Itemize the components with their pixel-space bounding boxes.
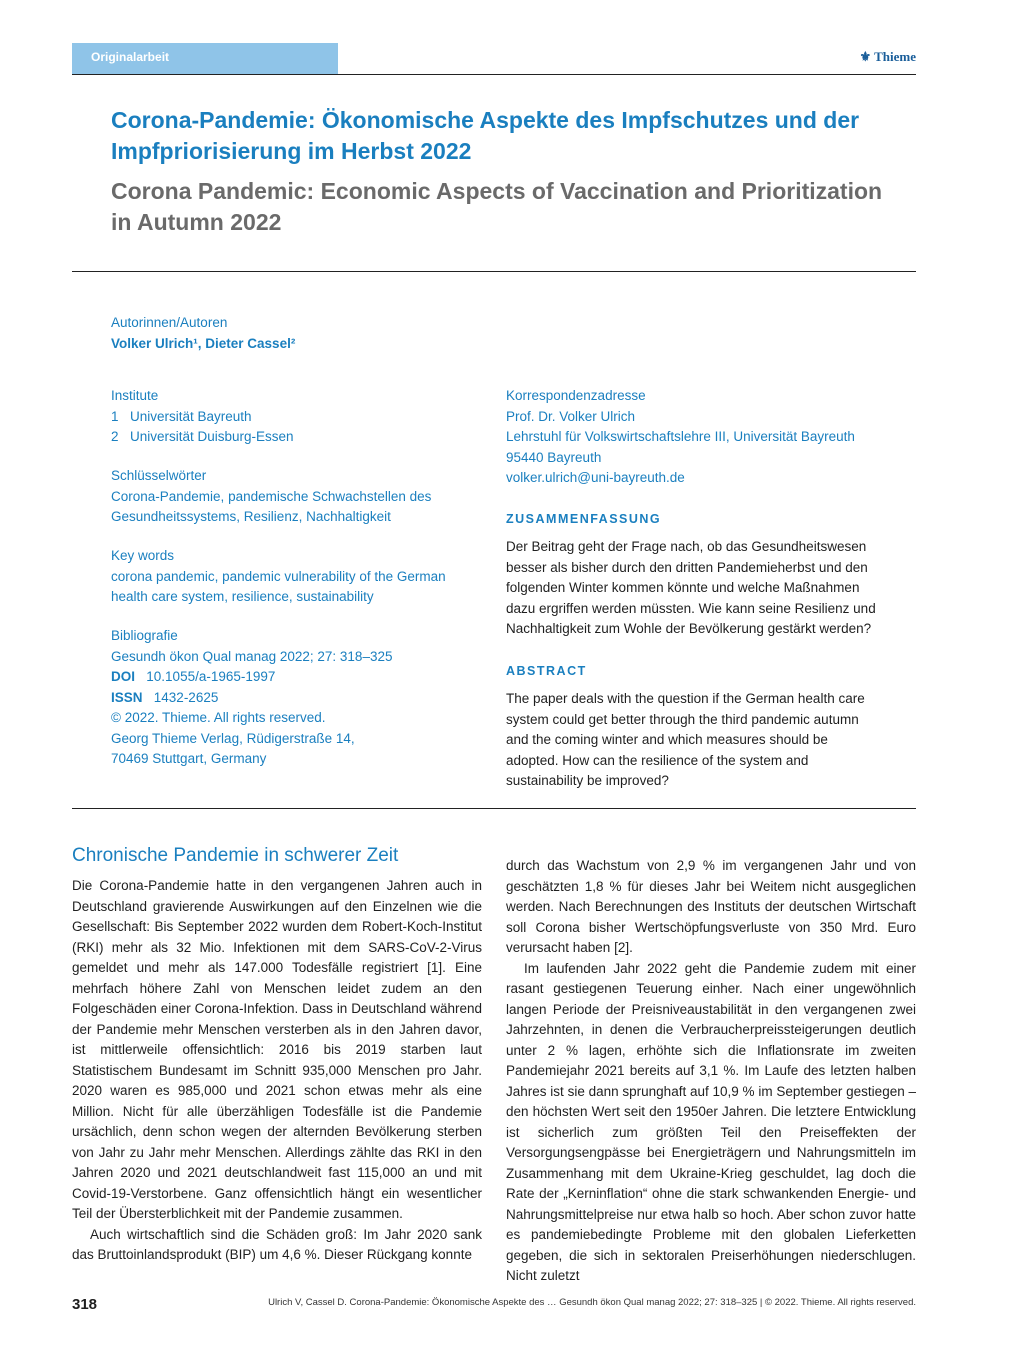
correspondence-dept: Lehrstuhl für Volkswirtschaftslehre III, Universität Bayreuth: [506, 429, 855, 444]
header-divider: [72, 74, 916, 75]
keywords-en-text: corona pandemic, pandemic vulnerability of the German health care system, resilience, sustainability: [111, 568, 446, 604]
correspondence-block: [506, 386, 906, 489]
abstract-en-text: The paper deals with the question if the German health care system could get better through the third pandemic autumn and the coming winter and which measures should be adopted. How can the resilience of the system and sustainability be improved?: [506, 691, 865, 788]
keywords-de-block: [111, 466, 481, 528]
institutes-block: [111, 386, 481, 448]
issn-line: ISSN 1432-2625: [111, 689, 219, 705]
title-english: Corona Pandemic: Economic Aspects of Vaccination and Prioritization in Autumn 2022: [111, 178, 883, 235]
publisher-name: Thieme: [874, 49, 916, 64]
correspondence-city: 95440 Bayreuth: [506, 449, 602, 465]
article-type-label: Originalarbeit: [91, 50, 170, 64]
keywords-en-label: Key words: [111, 548, 175, 563]
keywords-en-block: [111, 546, 481, 608]
body-column-right: [506, 856, 916, 1287]
copyright: © 2022. Thieme. All rights reserved.: [111, 710, 326, 725]
correspondence-name: Prof. Dr. Volker Ulrich: [506, 408, 636, 424]
keywords-de-label: Schlüsselwörter: [111, 468, 207, 483]
institutes-label: Institute: [111, 388, 159, 403]
publisher-address-1: Georg Thieme Verlag, Rüdigerstraße 14,: [111, 730, 355, 746]
summary-de-text: Der Beitrag geht der Frage nach, ob das Gesundheitswesen besser als bisher durch den dritten Pandemieherbst und den folgenden Winter kommen könnte und welche Maßnahmen dazu ergriffen werden müssten. Wie kann seine Resilienz und Nachhaltigkeit zum Wohle der Bevölkerung gestärkt werden?: [506, 539, 876, 636]
correspondence-label: Korrespondenzadresse: [506, 388, 646, 403]
body-paragraph: Auch wirtschaftlich sind die Schäden groß: Im Jahr 2020 sank das Bruttoinlandsprodukt (BIP) um 4,6 %. Dieser Rückgang konnte: [72, 1226, 482, 1262]
abstract-en-heading: ABSTRACT: [506, 664, 587, 678]
body-paragraph: Im laufenden Jahr 2022 geht die Pandemie zudem mit einer rasant gestiegenen Teuerung einher. Nach einer ungewöhnlich langen Periode der Preisniveaustabilität in den vergangenen zwei Jahrzehnten, in denen die Verbraucherpreissteigerungen deutlich unter 2 % lagen, erhöhte sich die Inflationsrate im zweiten Pandemiejahr 2021 bereits auf 3,1 %. Im Laufe des letzten halben Jahres ist sie dann sprunghaft auf 10,9 % im September gestiegen – den höchsten Wert seit den 1950er Jahren. Die letztere Entwicklung ist sicherlich zum größten Teil den Preiseffekten der Versorgungsengpässe bei Energieträgern und Nahrungsmitteln im Zusammenhang mit dem Ukraine-Krieg geschuldet, lag doch die Rate der „Kerninflation“ ohne die stark schwankenden Energie- und Nahrungsmittelpreise nur etwa halb so hoch. Aber schon zuvor hatte es pandemiebedingte Probleme mit den globalen Lieferketten gegeben, die sich in sektoralen Preiserhöhungen niederschlugen. Nicht zuletzt: [506, 960, 916, 1283]
authors-block: [111, 313, 295, 354]
body-column-left: [72, 876, 482, 1266]
doi-line: DOI 10.1055/a-1965-1997: [111, 669, 276, 684]
doi-link[interactable]: 10.1055/a-1965-1997: [146, 669, 276, 684]
article-type-tab: [72, 43, 338, 74]
correspondence-email[interactable]: volker.ulrich@uni-bayreuth.de: [506, 470, 685, 485]
institute-item: 2 Universität Duisburg-Essen: [111, 429, 294, 444]
body-paragraph: Die Corona-Pandemie hatte in den vergangenen Jahren auch in Deutschland gravierende Auswirkungen auf den Einzelnen wie die Gesellschaft: Bis September 2022 wurden dem Robert-Koch-Institut (RKI) mehr als 32 Mio. Infektionen mit dem SARS-CoV-2-Virus gemeldet und mehr als 147.000 Todesfälle registriert [1]. Eine mehrfach höhere Zahl von Menschen leidet zudem an den Folgeschäden einer Corona-Infektion. Dass in Deutschland während der Pandemie mehr Menschen versterben als in den Jahren davor, ist mittlerweile offensichtlich: 2016 bis 2019 starben laut Statistischem Bundesamt im Schnitt 935,000 Menschen pro Jahr. 2020 waren es 985,000 und 2021 schon etwas mehr als eine Million. Nicht für alle überzähligen Todesfälle ist die Pandemie ursächlich, denn schon wegen der alternden Bevölkerung sterben von Jahr zu Jahr mehr Menschen. Allerdings zählte das RKI in den Jahren 2020 und 2021 deutschlandweit fast 115,000 an und mit Covid-19-Verstorbene. Ganz offensichtlich hängt ein wesentlicher Teil der Übersterblichkeit mit der Pandemie zusammen.: [72, 878, 482, 1221]
footer-citation: Ulrich V, Cassel D. Corona-Pandemie: Ökonomische Aspekte des … Gesundh ökon Qual manag 2022; 27: 318–325 | © 2022. Thieme. All rights reserved.: [268, 1297, 916, 1308]
abstract-divider: [72, 808, 916, 809]
bibliography-citation: Gesundh ökon Qual manag 2022; 27: 318–325: [111, 648, 393, 664]
summary-de-heading: ZUSAMMENFASSUNG: [506, 512, 662, 526]
page-number: 318: [72, 1296, 98, 1313]
keywords-de-text: Corona-Pandemie, pandemische Schwachstellen des Gesundheitssystems, Resilienz, Nachhaltigkeit: [111, 488, 432, 524]
title-divider: [72, 271, 916, 272]
authors-label: Autorinnen/Autoren: [111, 315, 228, 330]
section-heading: Chronische Pandemie in schwerer Zeit: [72, 845, 399, 866]
publisher-logo: [859, 49, 916, 65]
institute-item: 1 Universität Bayreuth: [111, 408, 252, 424]
publisher-address-2: 70469 Stuttgart, Germany: [111, 751, 267, 766]
bibliography-block: [111, 626, 481, 770]
authors-names: Volker Ulrich¹, Dieter Cassel²: [111, 335, 296, 351]
body-paragraph: durch das Wachstum von 2,9 % im vergangenen Jahr und von geschätzten 1,8 % für dieses Jahr bei Weitem nicht ausgeglichen werden. Nach Berechnungen des Instituts der deutschen Wirtschaft soll Corona bisher Wertschöpfungsverluste von 350 Mrd. Euro verursacht haben [2].: [506, 858, 916, 955]
thieme-crest-icon: ⚜: [859, 49, 872, 64]
title-german: Corona-Pandemie: Ökonomische Aspekte des Impfschutzes und der Impfpriorisierung im Herbst 2022: [111, 107, 860, 164]
bibliography-label: Bibliografie: [111, 628, 178, 643]
